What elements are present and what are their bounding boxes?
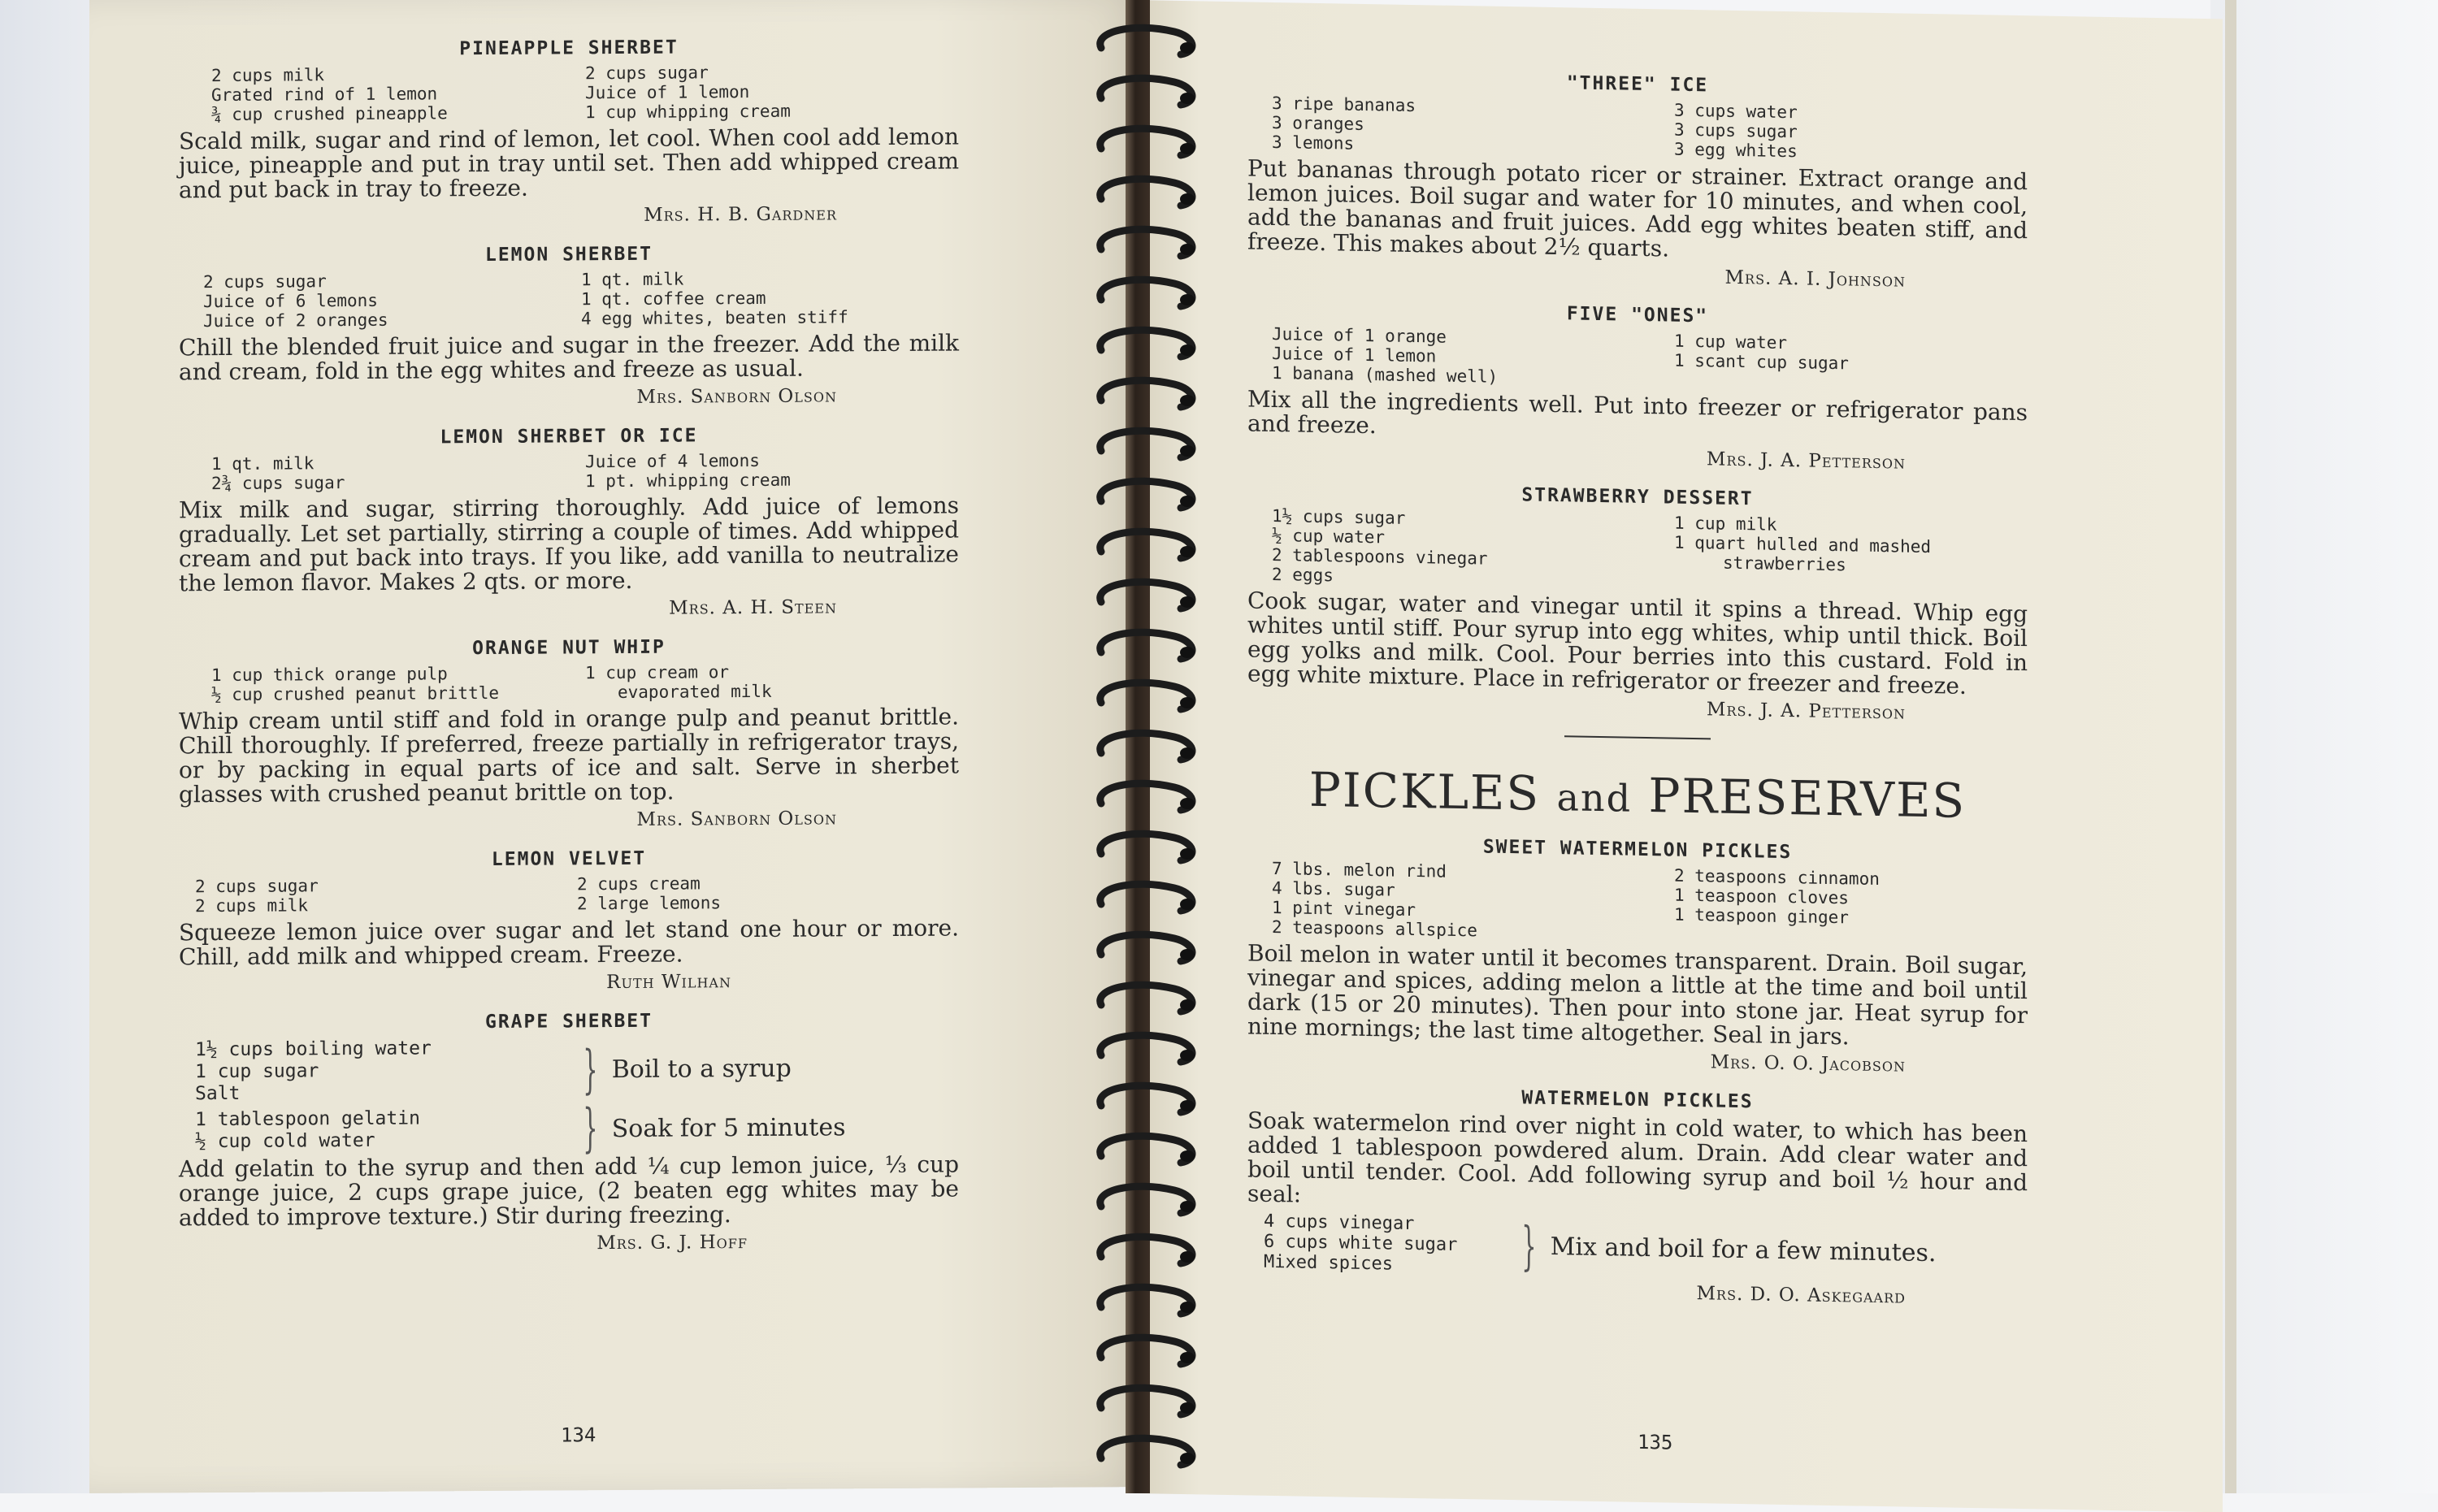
spiral-coil [1100,330,1192,357]
recipe-title: WATERMELON PICKLES [1521,1087,1754,1113]
binding-hole [1180,1402,1195,1414]
spiral-coil [1100,834,1192,860]
spiral-coil [1100,279,1192,306]
recipe-directions: Cook sugar, water and vinegar until it spins a thread. Whip egg whites until stiff. Pour syrup into egg whites, whip until thick. Boil egg yolks and milk. Cool. Pour berries into this custard. Fold in egg white mixture. Place in refrigerator or freezer and freeze. [1247,587,2028,700]
recipe-author: Mrs. H. B. Gardner [644,203,837,226]
binding-hole [1180,949,1195,960]
recipe-five-ones [1247,297,2028,475]
recipe-author: Mrs. Sanborn Olson [636,808,837,830]
spiral-coil [1100,582,1192,609]
ingredient: Grated rind of 1 lemon [211,84,438,106]
ingredient: 1 qt. milk [211,453,315,474]
binding-hole [1180,1150,1195,1162]
brace-icon: } [583,1098,598,1159]
recipe-author: Ruth Wilhan [606,971,731,994]
recipe-author: Mrs. J. A. Petterson [1706,699,1906,724]
ingredient: 3 cups water [1674,100,1798,123]
spiral-coil [1100,934,1192,961]
ingredient-list [179,661,959,704]
ingredient: 4 egg whites, beaten stiff [581,307,848,329]
ingredient: 1 cup sugar [195,1060,319,1083]
binding-hole [1180,143,1195,154]
spiral-coil [1100,78,1192,105]
ingredient: 1 scant cup sugar [1674,350,1849,374]
recipe-directions: Soak watermelon rind over night in cold water, to which has been added 1 tablespoon powdered alum. Drain. Add clear water and boil until tender. Cool. Add following syrup and boil ½ hour and seal: [1247,1107,2028,1208]
ingredient: 1 cup water [1674,331,1788,353]
recipe-author: Mrs. A. H. Steen [669,596,837,619]
ingredient: 1½ cups sugar [1272,505,1406,528]
page-number: 134 [561,1423,596,1447]
ingredient-list [1247,858,2028,950]
binding-hole [1180,42,1195,54]
recipe-title: LEMON VELVET [491,847,647,870]
recipe-strawberry-dessert [1247,479,2028,726]
recipe-title: LEMON SHERBET [484,243,653,266]
section-heading-word: and [1556,775,1633,821]
spiral-coil [1100,179,1192,206]
section-heading-word: PICKLES [1308,761,1541,821]
ingredient: Salt [195,1082,241,1105]
recipe-lemon-sherbet-or-ice [179,423,959,622]
brace-icon: } [1521,1215,1537,1277]
ingredient: 1 pt. whipping cream [585,470,791,492]
ingredient: 2 cups milk [195,895,309,916]
ingredient: 1 teaspoon cloves [1674,885,1849,908]
ingredient: 3 oranges [1272,112,1364,134]
ingredient: ½ cup crushed peanut brittle [211,682,500,705]
binding-hole [1180,1050,1195,1061]
binding-hole [1180,344,1195,356]
ingredient: 2 cups cream [577,873,701,895]
ingredient: ½ cup water [1272,525,1386,548]
binding-hole [1180,899,1195,910]
recipe-title: ORANGE NUT WHIP [472,636,666,660]
recipe-author: Mrs. A. I. Johnson [1724,266,1906,292]
section-divider [1564,735,1711,739]
spiral-coil [1100,783,1192,810]
ingredient-list [179,61,959,124]
binding-hole [1180,294,1195,305]
ingredient: 1 pint vinegar [1272,897,1416,921]
spiral-coil [1100,431,1192,457]
recipe-directions: Add gelatin to the syrup and then add ¼ cup lemon juice, ⅓ cup orange juice, 2 cups grape juice, (2 beaten egg whites may be added to improve texture.) Stir during freezing. [179,1150,959,1232]
ingredient: 1 cup thick orange pulp [211,664,448,686]
recipe-title: SWEET WATERMELON PICKLES [1482,836,1793,864]
ingredient: 1 cup whipping cream [585,101,791,123]
spiral-coil [1100,1136,1192,1163]
recipe-three-ice [1247,67,2028,293]
recipe-title: STRAWBERRY DESSERT [1521,484,1754,510]
spiral-coil [1100,128,1192,155]
binding-hole [1180,596,1195,608]
binding-hole [1180,193,1195,205]
page-stack-edge [2225,0,2236,1493]
ingredient: strawberries [1723,552,1846,575]
spiral-coil [1100,733,1192,760]
recipe-title: LEMON SHERBET OR ICE [440,425,698,448]
ingredient: Juice of 1 lemon [585,82,750,103]
right-page-content [1247,67,2028,1328]
ingredient-list [179,449,959,493]
recipe-author: Mrs. O. O. Jacobson [1710,1051,1906,1077]
recipe-directions: Mix all the ingredients well. Put into freezer or refrigerator pans and freeze. [1247,385,2028,440]
ingredient: 3 egg whites [1674,139,1798,162]
binding-hole [1180,848,1195,860]
recipe-title: FIVE "ONES" [1566,303,1709,327]
recipe-directions: Boil melon in water until it becomes transparent. Drain. Boil sugar, vinegar and spices, adding melon a little at the time and boil until dark (15 or 20 minutes). Then pour into stone jar. Heat syrup for nine mornings; the last time altogether. Seal in jars. [1247,939,2028,1051]
ingredient: ¾ cup crushed pineapple [211,103,448,125]
binding-hole [1180,93,1195,104]
binding-hole [1180,747,1195,759]
ingredient: Juice of 1 lemon [1272,343,1437,366]
binding-hole [1180,546,1195,557]
ingredient: 2 cups sugar [195,876,319,897]
binding-hole [1180,647,1195,658]
spiral-coil [1100,682,1192,709]
spiral-coil [1100,28,1192,54]
spiral-coil [1100,1388,1192,1415]
ingredient: 7 lbs. melon rind [1272,858,1447,882]
section-heading [1247,760,2028,830]
ingredient-list [1247,93,2028,165]
recipe-author: Mrs. Sanborn Olson [636,385,837,408]
ingredient: 2 cups sugar [203,271,327,292]
recipe-directions: Scald milk, sugar and rind of lemon, let cool. When cool add lemon juice, pineapple and put in tray until set. Then add whipped cream and put back in tray to freeze. [179,123,959,204]
recipe-directions: Squeeze lemon juice over sugar and let stand one hour or more. Chill, add milk and whipped cream. Freeze. [179,914,959,971]
recipe-directions: Mix milk and sugar, stirring thoroughly. Add juice of lemons gradually. Let set partially, stirring a couple of times. Add whipped cream and put back into trays. If you like, add vanilla to neutralize the lemon flavor. Makes 2 qts. or more. [179,492,959,597]
spiral-coil [1100,632,1192,659]
recipe-author: Mrs. D. O. Askegaard [1696,1283,1906,1308]
ingredient: 3 cups sugar [1674,119,1798,142]
ingredient-list [1247,505,2028,597]
ingredient: 6 cups white sugar [1264,1231,1458,1255]
binding-hole [1180,1251,1195,1263]
recipe-author: Mrs. G. J. Hoff [596,1232,748,1254]
recipe-author: Mrs. J. A. Petterson [1706,448,1906,474]
spiral-coil [1100,481,1192,508]
recipe-orange-nut-whip [179,635,959,833]
binding-hole [1180,244,1195,255]
recipe-sweet-watermelon-pickles [1247,832,2028,1078]
ingredient: Juice of 1 orange [1272,323,1447,347]
right-page [1134,0,2223,1512]
section-heading-word: PRESERVES [1648,768,1967,829]
ingredient: 2 eggs [1272,564,1334,586]
ingredient: 2 cups sugar [585,63,709,84]
binding-hole [1180,798,1195,809]
ingredient: 1 cup milk [1674,513,1777,535]
ingredient: Juice of 4 lemons [585,450,760,472]
recipe-title: "THREE" ICE [1566,72,1709,97]
spiral-coil [1100,1085,1192,1112]
binding-hole [1180,1453,1195,1464]
spiral-coil [1100,1438,1192,1465]
binding-hole [1180,1352,1195,1363]
ingredient: Juice of 6 lemons [203,290,378,312]
ingredient: 1 qt. milk [581,269,684,290]
recipe-pineapple-sherbet [179,35,959,228]
group-instruction: Soak for 5 minutes [611,1112,846,1143]
ingredient: 2¾ cups sugar [211,473,345,494]
left-page-content [179,35,959,1274]
ingredient-list [179,267,959,331]
binding-hole [1180,445,1195,457]
ingredient: 1 teaspoon ginger [1674,904,1849,928]
binding-hole [1180,1201,1195,1212]
recipe-directions: Chill the blended fruit juice and sugar in the freezer. Add the milk and cream, fold in the egg whites and freeze as usual. [179,329,959,386]
spiral-coil [1100,1035,1192,1062]
spiral-coil [1100,1337,1192,1364]
ingredient: 1 tablespoon gelatin [195,1107,420,1131]
recipe-directions: Whip cream until stiff and fold in orange pulp and peanut brittle. Chill thoroughly. If preferred, freeze partially in refrigerator trays, or by packing in equal parts of ice and salt. Serve in sherbet glasses with crushed peanut brittle on top. [179,703,959,808]
ingredient: 2 teaspoons cinnamon [1674,865,1880,890]
ingredient: 2 teaspoons allspice [1272,916,1477,941]
recipe-grape-sherbet [179,1008,959,1256]
recipe-lemon-velvet [179,846,959,995]
spiral-binding-icon [1085,0,1207,1493]
brace-icon: } [583,1039,598,1100]
ingredient: ½ cup cold water [195,1129,375,1153]
ingredient: 1½ cups boiling water [195,1038,432,1061]
recipe-title: PINEAPPLE SHERBET [459,37,679,60]
left-page [89,0,1146,1493]
ingredient: Juice of 2 oranges [203,310,388,331]
ingredient: evaporated milk [618,681,772,703]
ingredient-list [179,872,959,916]
ingredient: 4 lbs. sugar [1272,877,1395,900]
ingredient-list [1247,323,2028,396]
ingredient: 2 tablespoons vinegar [1272,544,1488,569]
spiral-coil [1100,229,1192,256]
ingredient-group [179,1098,959,1159]
recipe-watermelon-pickles [1247,1082,2028,1310]
ingredient: 1 quart hulled and mashed [1674,532,1932,557]
ingredient: 2 cups milk [211,65,325,86]
ingredient: 1 cup cream or [585,662,730,683]
recipe-lemon-sherbet [179,241,959,410]
binding-hole [1180,999,1195,1011]
group-instruction: Mix and boil for a few minutes. [1550,1232,1937,1268]
group-instruction: Boil to a syrup [611,1054,792,1085]
binding-hole [1180,697,1195,708]
spiral-coil [1100,1237,1192,1263]
binding-hole [1180,1302,1195,1313]
spiral-coil [1100,380,1192,407]
ingredient: Mixed spices [1264,1251,1393,1275]
ingredient: 1 qt. coffee cream [581,288,766,310]
spiral-coil [1100,1287,1192,1314]
spiral-coil [1100,985,1192,1012]
spiral-coil [1100,1186,1192,1213]
recipe-title: GRAPE SHERBET [484,1010,653,1033]
binding-hole [1180,395,1195,406]
spiral-coil [1100,884,1192,911]
ingredient: 3 ripe bananas [1272,93,1416,116]
ingredient: 2 large lemons [577,893,722,914]
ingredient-group [1247,1211,2028,1285]
binding-hole [1180,496,1195,507]
recipe-directions: Put bananas through potato ricer or strainer. Extract orange and lemon juices. Boil sugar and water for 10 minutes, and when cool, add the bananas and fruit juices. Add egg whites beaten stiff, and freeze. This makes about 2½ quarts. [1247,154,2028,262]
binding-hole [1180,1100,1195,1111]
ingredient-group [179,1034,959,1105]
spiral-coil [1100,531,1192,558]
background-right [2210,0,2438,1493]
page-number: 135 [1638,1430,1673,1454]
ingredient: 1 banana (mashed well) [1272,362,1499,387]
ingredient: 3 lemons [1272,132,1355,154]
ingredient: 4 cups vinegar [1264,1211,1415,1235]
